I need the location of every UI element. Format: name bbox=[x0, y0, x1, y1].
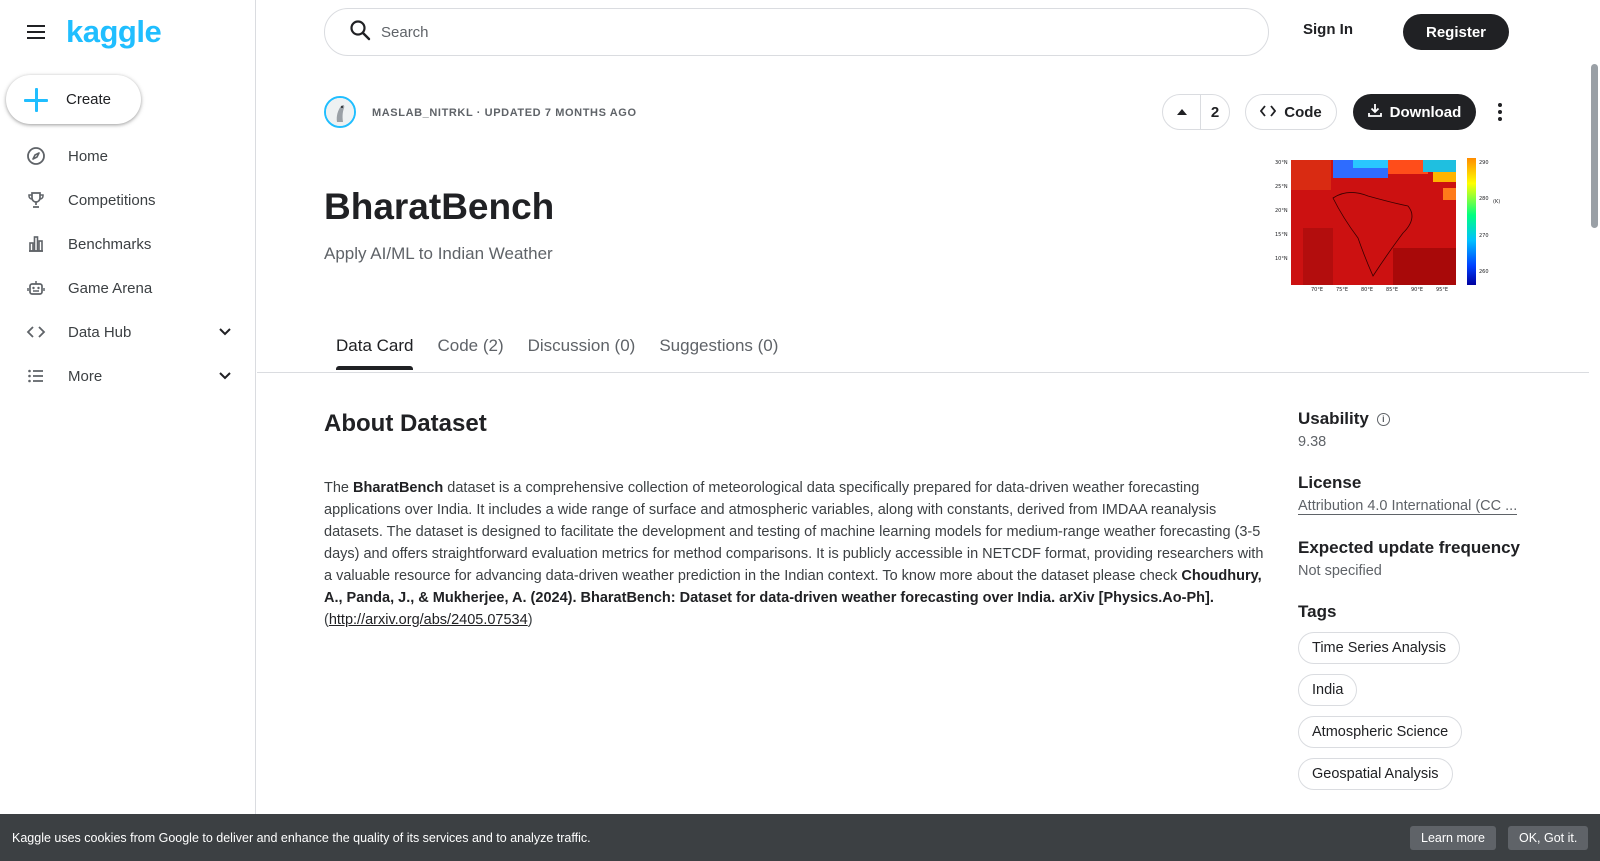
lon-label: 90°E bbox=[1411, 287, 1424, 293]
about-description bbox=[324, 477, 1274, 631]
citation-bold: Choudhury, A., Panda, J., & Mukherjee, A. (2024). BharatBench: Dataset for data-driven weather forecasting over India. arXiv [Physics.Ao-Ph]. bbox=[324, 568, 1262, 606]
usability-label-text: Usability bbox=[1298, 409, 1369, 428]
owner-update-line[interactable]: MASLAB_NITRKL · UPDATED 7 MONTHS AGO bbox=[372, 107, 637, 119]
sidebar-item-label: Home bbox=[68, 147, 109, 165]
upvote-widget bbox=[1162, 94, 1230, 130]
dataset-thumbnail bbox=[1273, 158, 1503, 293]
lon-label: 70°E bbox=[1311, 287, 1324, 293]
lat-label: 20°N bbox=[1275, 208, 1288, 214]
avatar[interactable] bbox=[324, 96, 356, 128]
lon-label: 85°E bbox=[1386, 287, 1399, 293]
tab-code[interactable]: Code (2) bbox=[437, 336, 504, 355]
cookie-text: Kaggle uses cookies from Google to deliver and enhance the quality of its services and to analyze traffic. bbox=[12, 830, 591, 845]
register-button[interactable]: Register bbox=[1403, 14, 1509, 50]
brand-bar bbox=[24, 14, 161, 50]
upvote-button[interactable] bbox=[1163, 95, 1201, 129]
bar-chart-icon bbox=[26, 234, 46, 254]
more-options-icon[interactable] bbox=[1490, 98, 1510, 126]
compass-icon bbox=[26, 146, 46, 166]
lon-label: 75°E bbox=[1336, 287, 1349, 293]
colorbar-label: 270 bbox=[1479, 233, 1489, 239]
about-heading: About Dataset bbox=[324, 410, 487, 437]
sidebar-item-label: Benchmarks bbox=[68, 235, 152, 253]
dataset-name-bold: BharatBench bbox=[353, 480, 444, 496]
temperature-map-image bbox=[1273, 158, 1503, 293]
cookie-ok-button[interactable]: OK, Got it. bbox=[1508, 826, 1588, 850]
download-icon bbox=[1368, 103, 1382, 121]
download-button-label: Download bbox=[1389, 103, 1462, 121]
tab-divider bbox=[257, 372, 1589, 373]
tag-chip[interactable]: Time Series Analysis bbox=[1298, 632, 1460, 664]
trophy-icon bbox=[26, 190, 46, 210]
lon-label: 95°E bbox=[1436, 287, 1449, 293]
code-icon bbox=[1260, 104, 1276, 121]
usability-value: 9.38 bbox=[1298, 434, 1327, 450]
sidebar-item-data-hub[interactable] bbox=[0, 310, 255, 354]
sidebar-item-label: More bbox=[68, 367, 103, 385]
license-label: License bbox=[1298, 473, 1362, 492]
sidebar-item-benchmarks[interactable] bbox=[0, 222, 255, 266]
tag-chip[interactable]: India bbox=[1298, 674, 1357, 706]
tab-data-card[interactable]: Data Card bbox=[336, 336, 413, 370]
lat-label: 15°N bbox=[1275, 232, 1288, 238]
lon-label: 80°E bbox=[1361, 287, 1374, 293]
usability-block bbox=[1298, 409, 1528, 450]
cookie-banner bbox=[0, 814, 1600, 861]
page-subtitle: Apply AI/ML to Indian Weather bbox=[324, 244, 553, 263]
license-link[interactable]: Attribution 4.0 International (CC ... bbox=[1298, 498, 1518, 514]
frequency-block bbox=[1298, 538, 1528, 579]
create-button[interactable] bbox=[6, 75, 141, 124]
about-text: ( bbox=[324, 612, 329, 628]
code-button-label: Code bbox=[1284, 103, 1322, 121]
tags-label: Tags bbox=[1298, 602, 1337, 621]
license-block bbox=[1298, 473, 1528, 515]
usability-label bbox=[1298, 409, 1528, 429]
hamburger-menu-icon[interactable] bbox=[24, 20, 48, 44]
chevron-down-icon[interactable] bbox=[217, 324, 233, 340]
sidebar-item-home[interactable] bbox=[0, 134, 255, 178]
page-scrollbar[interactable] bbox=[1591, 64, 1598, 228]
colorbar-label: 280 bbox=[1479, 196, 1489, 202]
lat-label: 10°N bbox=[1275, 256, 1288, 262]
sidebar bbox=[0, 0, 256, 861]
page-title: BharatBench bbox=[324, 186, 555, 227]
upvote-count: 2 bbox=[1210, 103, 1220, 121]
code-icon bbox=[26, 322, 46, 342]
tab-discussion[interactable]: Discussion (0) bbox=[527, 336, 636, 355]
tag-chip[interactable]: Geospatial Analysis bbox=[1298, 758, 1453, 790]
tab-bar bbox=[336, 336, 778, 370]
metadata-panel bbox=[1298, 409, 1528, 813]
sidebar-item-competitions[interactable] bbox=[0, 178, 255, 222]
list-icon bbox=[26, 366, 46, 386]
sidebar-item-more[interactable] bbox=[0, 354, 255, 398]
lat-label: 30°N bbox=[1275, 160, 1288, 166]
caret-up-icon bbox=[1176, 103, 1188, 121]
sidebar-item-label: Game Arena bbox=[68, 279, 153, 297]
info-icon[interactable]: i bbox=[1377, 413, 1390, 426]
search-placeholder: Search bbox=[381, 23, 429, 41]
frequency-label: Expected update frequency bbox=[1298, 538, 1521, 557]
tab-suggestions[interactable]: Suggestions (0) bbox=[659, 336, 779, 355]
learn-more-button[interactable]: Learn more bbox=[1410, 826, 1496, 850]
create-label: Create bbox=[66, 91, 112, 108]
sidebar-item-label: Data Hub bbox=[68, 323, 132, 341]
sidebar-item-game-arena[interactable] bbox=[0, 266, 255, 310]
colorbar-unit: (K) bbox=[1493, 199, 1501, 205]
code-button[interactable] bbox=[1245, 94, 1337, 130]
frequency-value: Not specified bbox=[1298, 563, 1382, 579]
search-icon bbox=[349, 19, 371, 46]
about-text: dataset is a comprehensive collection of meteorological data specifically prepared for data-driven weather forecasting applications over India. It includes a wide range of surface and atmospheric variables, along with constants, derived from IMDAA reanalysis datasets. The dataset is designed to facilitate the development and testing of machine learning models for medium-range weather forecasting (3-5 days) and offers straightforward evaluation metrics for method comparisons. It is publicly accessible in NETCDF format, providing researchers with a valuable resource for advancing data-driven weather prediction in the Indian context. To know more about the dataset please check bbox=[324, 480, 1264, 584]
chevron-down-icon[interactable] bbox=[217, 368, 233, 384]
tag-chip[interactable]: Atmospheric Science bbox=[1298, 716, 1462, 748]
kaggle-logo[interactable]: kaggle bbox=[66, 14, 162, 49]
sidebar-nav bbox=[0, 134, 255, 398]
about-text: ) bbox=[527, 612, 533, 628]
colorbar-label: 260 bbox=[1479, 269, 1489, 275]
lat-label: 25°N bbox=[1275, 184, 1288, 190]
sign-in-link[interactable]: Sign In bbox=[1303, 21, 1353, 38]
sidebar-item-label: Competitions bbox=[68, 191, 156, 209]
search-input[interactable] bbox=[324, 8, 1269, 56]
plus-icon bbox=[24, 88, 48, 112]
tags-block bbox=[1298, 602, 1528, 790]
colorbar-label: 290 bbox=[1479, 160, 1489, 166]
arxiv-link[interactable]: http://arxiv.org/abs/2405.07534 bbox=[328, 612, 528, 628]
about-text: The bbox=[324, 480, 354, 496]
download-button[interactable] bbox=[1353, 94, 1476, 130]
robot-icon bbox=[26, 278, 46, 298]
